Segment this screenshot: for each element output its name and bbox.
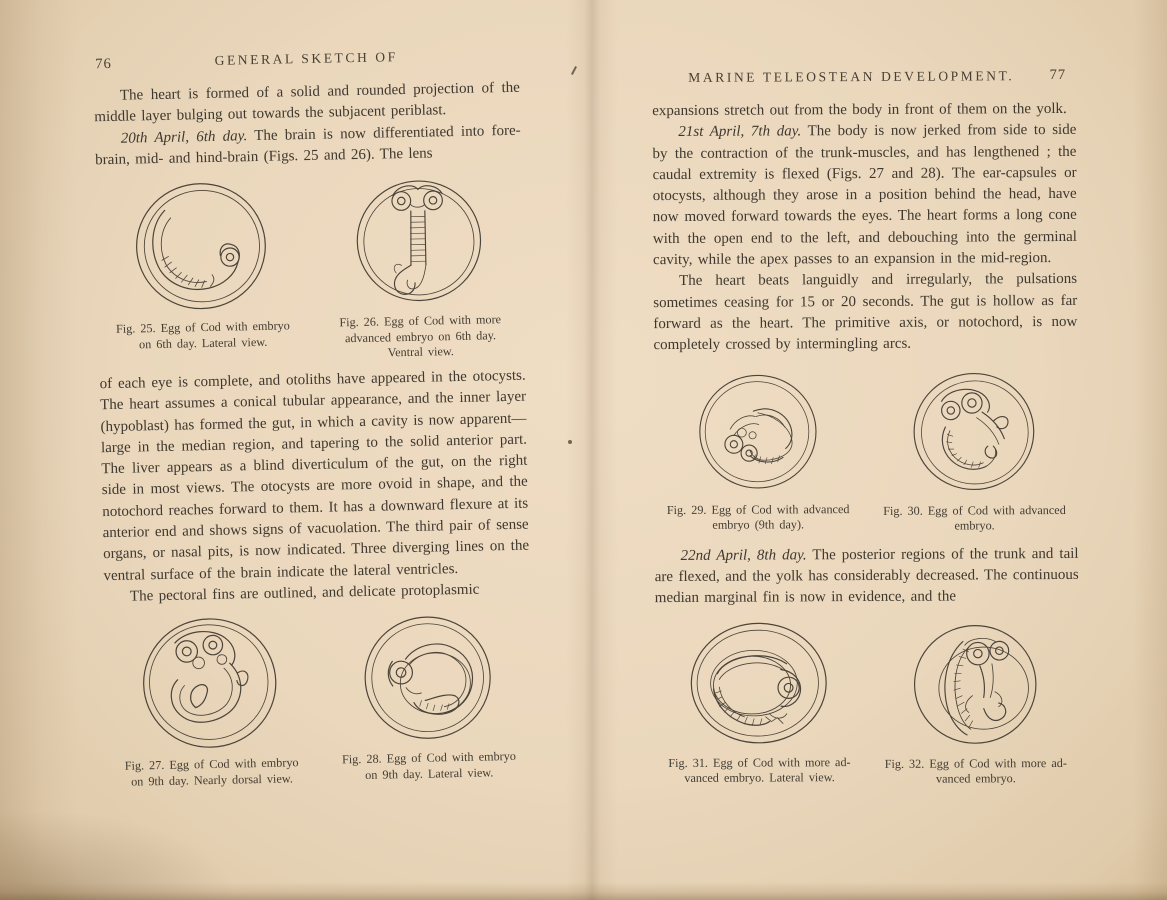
caption-line: embryo (9th day). xyxy=(712,517,805,532)
date-lead: 20th April, 6th day. xyxy=(120,127,248,147)
figure-32 xyxy=(875,618,1076,788)
caption-line: on 6th day. Lateral view. xyxy=(138,334,268,352)
paragraph-text: The brain is now differentiated into fore-brain, mid- and hind-brain (Figs. 25 and 26). The lens xyxy=(95,122,521,169)
paragraph-22nd-april xyxy=(655,544,1079,610)
running-header: MARINE TELEOSTEAN DEVELOPMENT. xyxy=(688,68,1015,85)
paragraph-21st-april xyxy=(652,120,1077,271)
egg-embryo-drawing-30 xyxy=(905,367,1044,498)
caption-line: Fig. 25. Egg of Cod with embryo xyxy=(115,318,290,337)
date-lead: 21st April, 7th day. xyxy=(678,123,802,141)
figure-caption-26 xyxy=(320,312,522,363)
paragraph-each-eye: of each eye is complete, and otoliths have appeared in the otocysts. The heart assumes a conical tubular appearance, and the inner layer (hypoblast) has formed the gut, in which a cavity is now apparent—large in the median region, and tapering to the solid anterior part. The liver appears as a blind diverticulum of the gut, on the right side in most views. The otocysts are more ovoid in shape, and the notochord reaches forward to them. It has a downward flexure at its anterior end and shows signs of vacuolation. The third pair of sense organs, or nasal pits, is now indicated. Three diverging lines on the ventral surface of the brain indicate the lateral ventricles. xyxy=(99,367,530,584)
bottom-edge-shadow xyxy=(0,882,1167,900)
paragraph-pectoral-fins: The pectoral fins are outlined, and delicate protoplasmic xyxy=(129,581,480,605)
caption-line: advanced embryo on 6th day. xyxy=(344,328,497,346)
figure-row-29-30 xyxy=(654,366,1079,535)
figure-caption-28 xyxy=(329,749,530,784)
figure-27 xyxy=(108,613,312,790)
figure-30 xyxy=(874,366,1075,534)
figure-caption-32 xyxy=(876,756,1076,788)
caption-line: Ventral view. xyxy=(387,344,455,360)
caption-line: on 9th day. Lateral view. xyxy=(365,765,494,782)
figure-26 xyxy=(317,172,521,363)
figure-caption-25 xyxy=(102,318,303,353)
paragraph-20th-april xyxy=(95,120,522,171)
caption-line: Fig. 28. Egg of Cod with embryo xyxy=(341,749,516,767)
egg-embryo-drawing-25 xyxy=(128,177,275,316)
figure-row-27-28 xyxy=(104,609,533,791)
egg-embryo-drawing-27 xyxy=(136,614,285,753)
caption-line: embryo. xyxy=(954,518,995,533)
left-edge-shadow xyxy=(0,0,78,900)
paragraph-text: The body is now jerked from side to side by the contraction of the trunk-muscles, and has lengthened ; the caudal extremity is flexed (Figs. 27 and 28). The ear-capsules or otocysts, although they arose in a position behind the head, have now moved forward towards the eyes. The heart forms a long cone with the open end to the left, and debouching into the germinal cavity, while the apex passes to an expansion in the mid-region. xyxy=(652,122,1077,269)
paper-speck xyxy=(568,440,572,444)
figure-29 xyxy=(658,368,859,534)
caption-line: Fig. 26. Egg of Cod with more xyxy=(339,312,502,330)
figure-31 xyxy=(659,619,860,787)
egg-embryo-drawing-26 xyxy=(347,173,490,310)
figure-caption-27 xyxy=(111,755,312,790)
figure-28 xyxy=(326,609,530,784)
running-header: GENERAL SKETCH OF xyxy=(214,49,398,68)
caption-line: vanced embryo. xyxy=(935,771,1016,786)
page-number: 77 xyxy=(1049,66,1067,84)
left-page-header xyxy=(93,44,519,73)
figure-25 xyxy=(100,176,304,353)
caption-line: Fig. 32. Egg of Cod with more ad- xyxy=(884,755,1067,771)
right-page-header xyxy=(652,65,1076,87)
figure-row-25-26 xyxy=(96,172,526,367)
page-number: 76 xyxy=(95,55,112,73)
figure-caption-31 xyxy=(660,755,860,787)
figure-row-31-32 xyxy=(655,618,1080,789)
egg-embryo-drawing-31 xyxy=(684,619,835,750)
right-edge-shadow xyxy=(1133,0,1167,900)
paragraph-text: The posterior regions of the trunk and tail are flexed, and the yolk has considerably decreased. The continuous median marginal fin is now in evidence, and the xyxy=(654,545,1079,607)
paragraph-heart-formed: The heart is formed of a solid and rounded projection of the middle layer bulging out towards the subjacent periblast. xyxy=(94,79,521,126)
figure-caption-30 xyxy=(875,502,1075,534)
figure-caption-29 xyxy=(658,502,858,534)
left-page xyxy=(93,44,534,795)
caption-line: Fig. 29. Egg of Cod with advanced xyxy=(666,501,850,517)
caption-line: vanced embryo. Lateral view. xyxy=(684,770,835,786)
caption-line: Fig. 31. Egg of Cod with more ad- xyxy=(668,754,851,770)
paragraph-heart-beats: The heart beats languidly and irregularly, the pulsations sometimes ceasing for 15 or 20 seconds. The gut is hollow as far forward as the heart. The primitive axis, or notochord, is now completely crossed by intermingling arcs. xyxy=(653,271,1078,354)
egg-embryo-drawing-29 xyxy=(690,368,825,497)
caption-line: Fig. 30. Egg of Cod with advanced xyxy=(883,502,1066,518)
caption-line: on 9th day. Nearly dorsal view. xyxy=(130,771,293,789)
egg-embryo-drawing-28 xyxy=(355,610,500,747)
gutter-shadow xyxy=(566,0,618,900)
right-page xyxy=(652,65,1080,793)
egg-embryo-drawing-32 xyxy=(905,618,1046,751)
caption-line: Fig. 27. Egg of Cod with embryo xyxy=(124,755,299,774)
paragraph-expansions: expansions stretch out from the body in front of them on the yolk. xyxy=(652,100,1067,120)
date-lead: 22nd April, 8th day. xyxy=(680,547,807,564)
